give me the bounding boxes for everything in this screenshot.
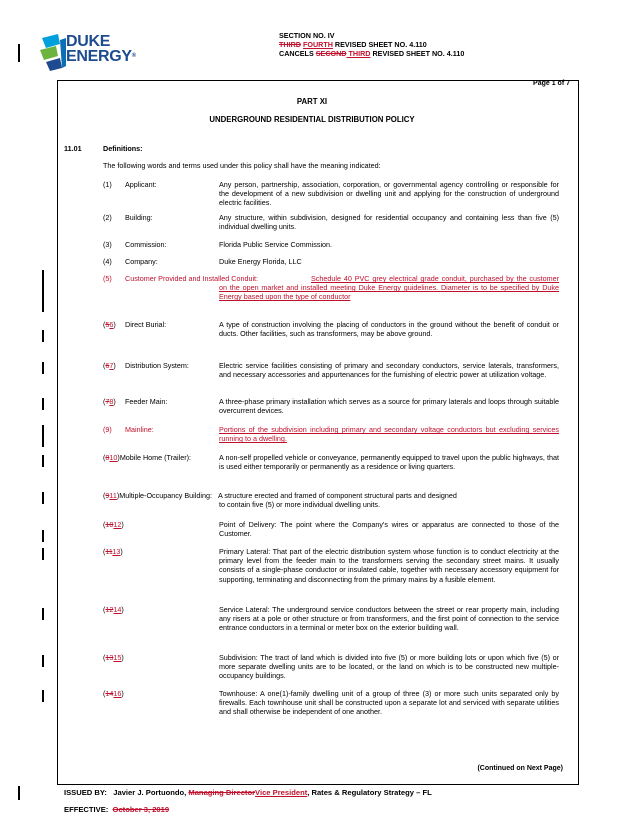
definition-distribution-system <box>103 361 559 379</box>
revision-bar <box>18 44 20 62</box>
number-inserted: 6 <box>109 320 114 329</box>
definition-term: Feeder Main: <box>125 397 168 406</box>
definition-text: Service Lateral: The underground service conductors between the street or rear property main, including any risers at a pole or other structure or from transformers, and the first point of connection to the service entrance conductors in a terminal or meter box on the exterior building wall. <box>219 605 559 633</box>
revision-bar <box>42 362 44 374</box>
number-inserted: 13 <box>112 547 121 556</box>
definition-term: Commission: <box>125 240 167 249</box>
number-deleted: 10 <box>105 520 114 529</box>
cancels-sheet-line <box>279 49 464 58</box>
definition-number: (9) <box>103 425 112 434</box>
logo-line1: DUKE <box>66 33 111 50</box>
definition-text: Subdivision: The tract of land which is divided into five (5) or more building lots or upon which five (5) or more separate dwelling units are to be located, or the land on which is to be constructed new multiple-occupancy buildings. <box>219 653 559 681</box>
number-deleted: 9 <box>105 491 110 500</box>
definition-subdivision <box>103 653 559 681</box>
section-number-label: 11.01 <box>64 144 82 153</box>
intro-text: The following words and terms used under this policy shall have the meaning indicated: <box>103 161 381 170</box>
definition-commission <box>103 240 559 249</box>
definition-building <box>103 213 559 231</box>
number-deleted: 14 <box>105 689 114 698</box>
definition-term: Multiple-Occupancy Building: <box>119 491 212 500</box>
revision-deleted: THIRD <box>279 40 301 49</box>
section-title: Definitions: <box>103 144 143 153</box>
definition-number: (56) <box>103 320 116 329</box>
cancels-rest: REVISED SHEET NO. 4.110 <box>370 49 465 58</box>
issued-label: ISSUED BY: <box>64 788 107 797</box>
revision-inserted: FOURTH <box>302 40 333 49</box>
definition-text-continued: to contain five (5) or more individual dwelling units. <box>219 500 380 510</box>
definition-term: Mobile Home (Trailer): <box>119 453 192 462</box>
definition-term: Mainline: <box>125 425 154 434</box>
definition-conduit <box>103 274 559 302</box>
definition-service-lateral <box>103 605 559 633</box>
number-deleted: 5 <box>105 320 110 329</box>
definition-applicant <box>103 180 559 208</box>
definition-text: A structure erected and framed of component structural parts and designed <box>217 491 457 500</box>
page-number: Page 1 of 7 <box>533 80 570 87</box>
definition-text: Any person, partnership, association, corporation, or governmental agency controlling or responsible for the development of a new subdivision or dwelling unit and applying for the construction of underground electric facilities. <box>219 180 559 208</box>
definition-number: (5) <box>103 274 112 283</box>
number-deleted: 12 <box>105 605 114 614</box>
definition-term: Direct Burial: <box>125 320 167 329</box>
definition-text: A three-phase primary installation which serves as a source for primary laterals and loops through suitable overcurrent devices. <box>219 397 559 416</box>
definition-text: A type of construction involving the placing of conductors in the ground without the benefit of conduit or ducts. Other facilities, such as transformers, may be above ground. <box>219 320 559 339</box>
effective-line <box>64 806 169 814</box>
revision-bar <box>42 398 44 410</box>
number-deleted: 7 <box>105 397 110 406</box>
number-inserted: 7 <box>109 361 114 370</box>
revision-bar <box>42 330 44 342</box>
definition-text: Any structure, within subdivision, designed for residential occupancy and containing less than five (5) individual dwelling units. <box>219 213 559 232</box>
revision-bar <box>42 608 44 620</box>
cancels-deleted: SECOND <box>315 49 347 58</box>
number-inserted: 15 <box>113 653 122 662</box>
continued-note: (Continued on Next Page) <box>477 765 563 772</box>
number-inserted: 10 <box>109 453 118 462</box>
number-inserted: 11 <box>109 491 117 500</box>
definition-company <box>103 257 559 266</box>
definition-number: (67) <box>103 361 116 370</box>
definition-number: (1416) <box>103 689 124 698</box>
part-heading: PART XI <box>296 97 328 106</box>
number-inserted: 14 <box>113 605 122 614</box>
sheet-info <box>279 31 464 58</box>
definition-term: Customer Provided and Installed Conduit: <box>125 274 259 283</box>
definition-number: (1113) <box>103 547 123 556</box>
definition-term: Distribution System: <box>125 361 189 370</box>
definition-text: Schedule 40 PVC grey electrical grade conduit, purchased by the customer on the open market and installed meeting Duke Energy guidelines. Diameter is to be specified by Duke Energy based upon the type of conductor <box>219 274 559 302</box>
definition-term: Company: <box>125 257 158 266</box>
definition-text: Florida Public Service Commission. <box>219 240 333 249</box>
effective-date-deleted: October 3, 2019 <box>112 805 170 814</box>
revision-bar <box>42 690 44 702</box>
number-inserted: 8 <box>109 397 114 406</box>
issuer-name: Javier J. Portuondo, <box>113 788 189 797</box>
effective-label: EFFECTIVE: <box>64 805 109 814</box>
number-deleted: 11 <box>105 547 113 556</box>
definition-number: (1) <box>103 180 112 189</box>
logo-wordmark <box>66 34 136 64</box>
definition-number: (2) <box>103 213 112 222</box>
definition-number: (4) <box>103 257 112 266</box>
definition-multiple-occupancy <box>103 491 559 509</box>
definition-number: (3) <box>103 240 112 249</box>
number-deleted: 13 <box>105 653 114 662</box>
number-inserted: 16 <box>113 689 122 698</box>
number-inserted: 12 <box>113 520 122 529</box>
definition-number: (1214) <box>103 605 124 614</box>
revision-bar <box>42 655 44 667</box>
definition-text: Primary Lateral: That part of the electric distribution system whose function is to conduct electricity at the primary level from the feeder main to the transformers serving the secondary street mains. It usually consists of a single-phase conductor or insulated cable, together with necessary accessory equipment for supporting, terminating and disconnecting from the primary mains by a fusible element. <box>219 547 559 584</box>
revised-sheet-line <box>279 40 464 49</box>
definition-text: Point of Delivery: The point where the Company's wires or apparatus are connected to those of the Customer. <box>219 520 559 539</box>
definition-text: Portions of the subdivision including primary and secondary voltage conductors but excluding services running to a dwelling. <box>219 425 559 444</box>
definition-term: Building: <box>125 213 153 222</box>
definition-feeder-main <box>103 397 559 415</box>
definition-number: (1315) <box>103 653 124 662</box>
revision-bar <box>42 455 44 467</box>
number-deleted: 8 <box>105 453 110 462</box>
policy-title: UNDERGROUND RESIDENTIAL DISTRIBUTION POLICY <box>209 115 415 124</box>
definition-term: Applicant: <box>125 180 157 189</box>
definition-townhouse <box>103 689 559 717</box>
revision-bar <box>42 530 44 542</box>
definition-number: (78) <box>103 397 116 406</box>
section-number: SECTION NO. IV <box>279 31 335 40</box>
definition-number: (810)Mobile Home (Trailer): <box>103 453 192 462</box>
revision-bar <box>42 548 44 560</box>
definition-primary-lateral <box>103 547 559 584</box>
logo-mark: ® <box>131 53 136 59</box>
cancels-label: CANCELS <box>279 49 316 58</box>
definition-number: (1012) <box>103 520 124 529</box>
issuer-title-rest: , Rates & Regulatory Strategy – FL <box>307 788 432 797</box>
revision-bar <box>18 786 20 800</box>
logo-line2: ENERGY <box>66 48 132 65</box>
revision-bar <box>42 270 44 312</box>
definition-text: Townhouse: A one(1)-family dwelling unit of a group of three (3) or more such units separated only by firewalls. Each townhouse unit shall be constructed upon a separate lot and serviced with separate utilities and shall otherwise be independent of one another. <box>219 689 559 717</box>
issued-by-line <box>64 788 432 798</box>
definition-point-of-delivery <box>103 520 559 538</box>
definition-mobile-home <box>103 453 559 471</box>
revision-bar <box>42 492 44 504</box>
title-deleted: Managing Director <box>188 788 256 797</box>
definition-mainline <box>103 425 559 443</box>
definition-direct-burial <box>103 320 559 338</box>
definition-text: A non-self propelled vehicle or conveyance, permanently equipped to travel upon the public highways, that is used either temporarily or permanently as a residence or living quarters. <box>219 453 559 472</box>
definition-text: Duke Energy Florida, LLC <box>219 257 302 266</box>
definition-text: Electric service facilities consisting of primary and secondary conductors, service laterals, transformers, and necessary accessories and appurtenances for the furnishing of electric power at utilization voltage. <box>219 361 559 380</box>
definition-first-line: (911)Multiple-Occupancy Building: A structure erected and framed of component structural parts and designed <box>103 491 457 500</box>
cancels-inserted: THIRD <box>346 49 371 58</box>
number-deleted: 6 <box>105 361 110 370</box>
revision-bar <box>42 425 44 447</box>
title-inserted: Vice President <box>255 788 308 797</box>
revised-sheet-rest: REVISED SHEET NO. 4.110 <box>332 40 427 49</box>
